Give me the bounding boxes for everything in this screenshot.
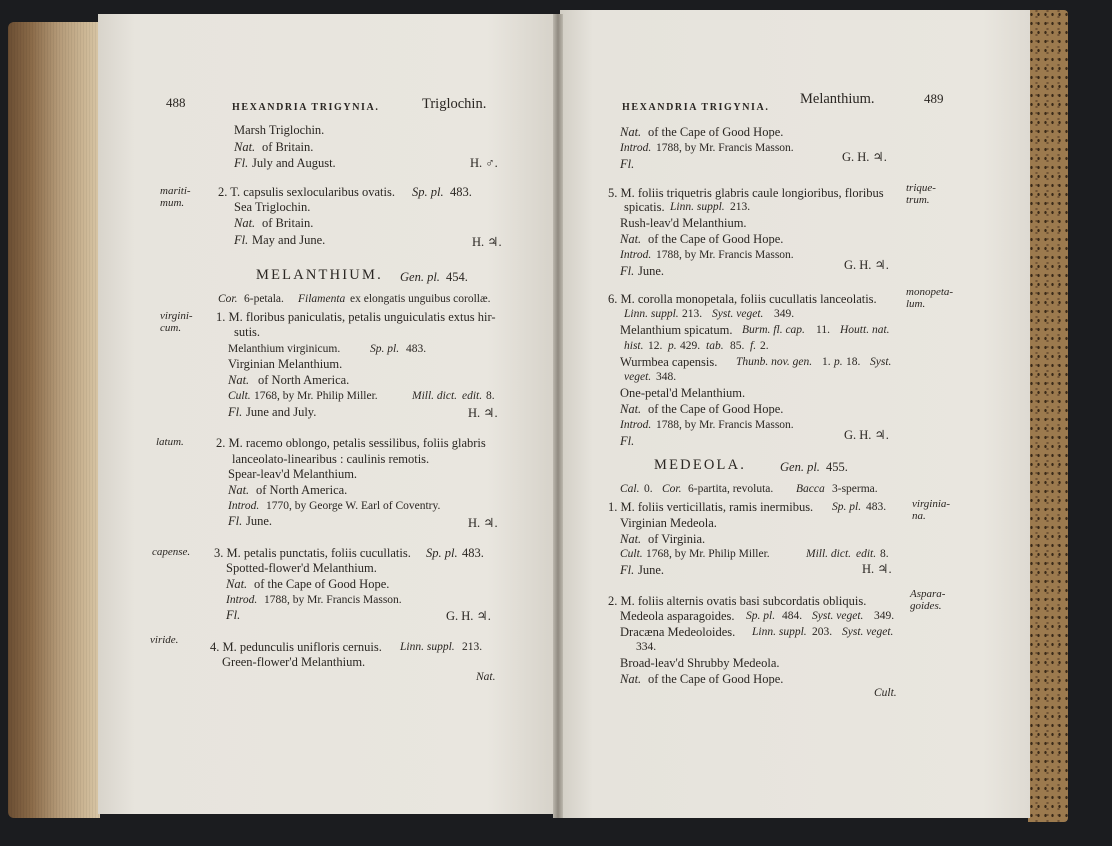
text-line: Sea Triglochin. xyxy=(234,200,311,214)
page-edges-left xyxy=(8,22,100,818)
text-line: 4. M. pedunculis unifloris cernuis. xyxy=(210,640,382,654)
text-line: 1788, by Mr. Francis Masson. xyxy=(264,594,402,606)
margin-species-note: goides. xyxy=(910,600,942,612)
text-line: Nat. xyxy=(226,577,248,591)
text-line: 2. xyxy=(760,340,769,352)
text-line: June. xyxy=(638,264,665,278)
text-line: Mill. dict. xyxy=(806,548,852,560)
text-line: of the Cape of Good Hope. xyxy=(254,577,390,591)
genus-reference-number: 454. xyxy=(446,270,468,284)
text-line: Introd. xyxy=(620,249,652,261)
text-line: 0. xyxy=(644,483,653,495)
text-line: 349. xyxy=(874,610,895,622)
text-line: 1788, by Mr. Francis Masson. xyxy=(656,142,794,154)
text-line: G. H. ♃. xyxy=(842,150,887,164)
text-line: Sp. pl. xyxy=(370,343,400,355)
text-line: Introd. xyxy=(228,500,260,512)
text-line: H. ♃. xyxy=(468,516,498,530)
text-line: of Virginia. xyxy=(648,532,706,546)
text-line: Melanthium virginicum. xyxy=(228,343,341,355)
text-line: Cult. xyxy=(228,390,251,402)
right-header-genus: Melanthium. xyxy=(800,91,875,107)
text-line: H. ♃. xyxy=(468,406,498,420)
text-line: Fl. xyxy=(620,264,635,278)
text-line: of the Cape of Good Hope. xyxy=(648,232,784,246)
text-line: Houtt. nat. xyxy=(840,324,890,336)
text-line: of the Cape of Good Hope. xyxy=(648,125,784,139)
text-line: 1788, by Mr. Francis Masson. xyxy=(656,249,794,261)
text-line: 483. xyxy=(462,546,484,560)
margin-species-note: capense. xyxy=(152,546,191,558)
text-line: 8. xyxy=(486,390,495,402)
text-line: Sp. pl. xyxy=(832,501,862,513)
text-line: 2. M. foliis alternis ovatis basi subcordatis obliquis. xyxy=(608,594,867,608)
text-line: Nat. xyxy=(620,125,642,139)
text-line: Introd. xyxy=(226,594,258,606)
text-line: Cor. xyxy=(218,293,238,305)
text-line: 1768, by Mr. Philip Miller. xyxy=(646,548,770,560)
text-line: Virginian Melanthium. xyxy=(228,357,343,371)
text-line: Fl. xyxy=(620,563,635,577)
text-line: Linn. suppl. xyxy=(624,308,679,320)
text-line: H. ♃. xyxy=(472,235,502,249)
text-line: 484. xyxy=(782,610,803,622)
margin-species-note: virgini- xyxy=(160,310,193,322)
text-line: 1788, by Mr. Francis Masson. xyxy=(656,419,794,431)
margin-species-note: mum. xyxy=(160,197,185,209)
margin-species-note: cum. xyxy=(160,322,182,334)
text-line: Nat. xyxy=(228,483,250,497)
text-line: Syst. veget. xyxy=(712,308,764,320)
margin-species-note: Aspara- xyxy=(910,588,946,600)
text-line: G. H. ♃. xyxy=(844,258,889,272)
text-line: Linn. suppl. xyxy=(670,201,725,213)
text-line: 483. xyxy=(450,185,472,199)
text-line: spicatis. xyxy=(624,200,665,214)
text-line: 483. xyxy=(866,501,887,513)
text-line: 12. xyxy=(648,340,663,352)
text-line: Fl. xyxy=(234,233,249,247)
text-line: edit. xyxy=(462,390,483,402)
text-line: Medeola asparagoides. xyxy=(620,609,735,623)
text-line: 1770, by George W. Earl of Coventry. xyxy=(266,500,441,512)
text-line: 1768, by Mr. Philip Miller. xyxy=(254,390,378,402)
text-line: Marsh Triglochin. xyxy=(234,123,325,137)
text-line: 334. xyxy=(636,641,657,653)
genus-reference: Gen. pl. xyxy=(400,270,440,284)
text-line: Nat. xyxy=(620,672,642,686)
genus-reference-number: 455. xyxy=(826,460,848,474)
text-line: Cult. xyxy=(874,687,897,699)
text-line: Burm. fl. cap. xyxy=(742,324,805,336)
text-line: Dracæna Medeoloides. xyxy=(620,625,736,639)
margin-species-note: lum. xyxy=(906,298,926,310)
text-line: 3. M. petalis punctatis, foliis cucullatis. xyxy=(214,546,411,560)
text-line: Nat. xyxy=(476,671,496,683)
margin-species-note: mariti- xyxy=(160,185,191,197)
text-line: of North America. xyxy=(258,373,350,387)
text-line: Nat. xyxy=(234,140,256,154)
text-line: June. xyxy=(246,514,273,528)
text-line: Green-flower'd Melanthium. xyxy=(222,655,366,669)
margin-species-note: na. xyxy=(912,510,926,522)
text-line: ex elongatis unguibus corollæ. xyxy=(350,293,491,305)
text-line: July and August. xyxy=(252,156,336,170)
text-line: Syst. xyxy=(870,356,892,368)
book-gutter xyxy=(553,14,563,818)
text-line: Sp. pl. xyxy=(412,185,444,199)
text-line: Fl. xyxy=(234,156,249,170)
text-line: 3-sperma. xyxy=(832,483,878,495)
text-line: H. ♂. xyxy=(470,156,498,170)
text-line: Filamenta xyxy=(298,293,346,305)
text-line: 2. T. capsulis sexlocularibus ovatis. xyxy=(218,185,395,199)
text-line: Nat. xyxy=(620,232,642,246)
text-line: Fl. xyxy=(620,434,635,448)
text-line: sutis. xyxy=(234,325,261,339)
margin-species-note: latum. xyxy=(156,436,184,448)
text-line: Bacca xyxy=(796,483,825,495)
text-line: veget. xyxy=(624,371,652,383)
text-line: May and June. xyxy=(252,233,326,247)
text-line: Nat. xyxy=(234,216,256,230)
text-line: 2. M. racemo oblongo, petalis sessilibus, foliis glabris xyxy=(216,436,486,450)
text-line: Sp. pl. xyxy=(426,546,458,560)
text-line: lanceolato-linearibus : caulinis remotis. xyxy=(232,452,430,466)
text-line: 85. xyxy=(730,340,745,352)
text-line: 349. xyxy=(774,308,795,320)
text-line: Fl. xyxy=(226,608,241,622)
text-line: Melanthium spicatum. xyxy=(620,323,733,337)
text-line: Rush-leav'd Melanthium. xyxy=(620,216,747,230)
right-page-number: 489 xyxy=(924,91,944,106)
text-line: 6-partita, revoluta. xyxy=(688,483,774,495)
text-line: 6-petala. xyxy=(244,293,284,305)
text-line: Nat. xyxy=(228,373,250,387)
text-line: June and July. xyxy=(246,405,317,419)
text-line: 213. xyxy=(682,308,703,320)
text-line: 1. M. floribus paniculatis, petalis unguiculatis extus hir- xyxy=(216,310,496,324)
margin-species-note: viride. xyxy=(150,634,179,646)
margin-species-note: monopeta- xyxy=(906,286,954,298)
text-line: H. ♃. xyxy=(862,562,892,576)
text-line: of the Cape of Good Hope. xyxy=(648,672,784,686)
text-line: 348. xyxy=(656,371,677,383)
text-line: Wurmbea capensis. xyxy=(620,355,718,369)
text-line: 5. M. foliis triquetris glabris caule longioribus, floribus xyxy=(608,186,884,200)
text-line: Nat. xyxy=(620,532,642,546)
text-line: of Britain. xyxy=(262,216,314,230)
right-running-title: HEXANDRIA TRIGYNIA. xyxy=(622,102,770,113)
text-line: 8. xyxy=(880,548,889,560)
text-line: f. xyxy=(750,340,757,352)
text-line: p. xyxy=(668,340,677,352)
text-line: 6. M. corolla monopetala, foliis cucullatis lanceolatis. xyxy=(608,292,877,306)
text-line: Linn. suppl. xyxy=(752,626,807,638)
text-line: 11. xyxy=(816,324,830,336)
text-line: Nat. xyxy=(620,402,642,416)
text-line: Cal. xyxy=(620,483,640,495)
text-line: 213. xyxy=(462,641,483,653)
text-line: edit. xyxy=(856,548,877,560)
left-page-number: 488 xyxy=(166,95,186,110)
text-line: Fl. xyxy=(228,514,243,528)
book-cover-edge-right xyxy=(1028,10,1068,822)
text-line: Spear-leav'd Melanthium. xyxy=(228,467,358,481)
text-line: Thunb. nov. gen. xyxy=(736,356,813,368)
margin-species-note: virginia- xyxy=(912,498,951,510)
text-line: 213. xyxy=(730,201,751,213)
margin-species-note: trum. xyxy=(906,194,930,206)
text-line: 18. xyxy=(846,356,861,368)
text-line: hist. xyxy=(624,340,644,352)
text-line: p. xyxy=(834,356,843,368)
text-line: G. H. ♃. xyxy=(844,428,889,442)
text-line: 429. xyxy=(680,340,701,352)
text-line: Introd. xyxy=(620,142,652,154)
text-line: 1. M. foliis verticillatis, ramis inermibus. xyxy=(608,500,814,514)
text-line: tab. xyxy=(706,340,724,352)
text-line: Syst. veget. xyxy=(842,626,894,638)
margin-species-note: trique- xyxy=(906,182,936,194)
text-line: of Britain. xyxy=(262,140,314,154)
text-line: Fl. xyxy=(620,157,635,171)
text-line: Virginian Medeola. xyxy=(620,516,717,530)
text-line: 1. xyxy=(822,356,831,368)
text-line: Mill. dict. xyxy=(412,390,458,402)
text-line: One-petal'd Melanthium. xyxy=(620,386,746,400)
text-line: Spotted-flower'd Melanthium. xyxy=(226,561,377,575)
text-line: of North America. xyxy=(256,483,348,497)
text-line: G. H. ♃. xyxy=(446,609,491,623)
text-line: Cor. xyxy=(662,483,682,495)
genus-name: MELANTHIUM. xyxy=(256,267,383,283)
text-line: Broad-leav'd Shrubby Medeola. xyxy=(620,656,780,670)
text-line: June. xyxy=(638,563,665,577)
left-running-title: HEXANDRIA TRIGYNIA. xyxy=(232,102,380,113)
left-header-genus: Triglochin. xyxy=(422,96,487,112)
text-line: Linn. suppl. xyxy=(400,641,455,653)
text-line: of the Cape of Good Hope. xyxy=(648,402,784,416)
text-line: Fl. xyxy=(228,405,243,419)
text-line: Introd. xyxy=(620,419,652,431)
text-line: 483. xyxy=(406,343,427,355)
text-line: Sp. pl. xyxy=(746,610,776,622)
text-line: Syst. veget. xyxy=(812,610,864,622)
text-line: 203. xyxy=(812,626,833,638)
genus-name: MEDEOLA. xyxy=(654,457,747,473)
text-line: Cult. xyxy=(620,548,643,560)
genus-reference: Gen. pl. xyxy=(780,460,820,474)
